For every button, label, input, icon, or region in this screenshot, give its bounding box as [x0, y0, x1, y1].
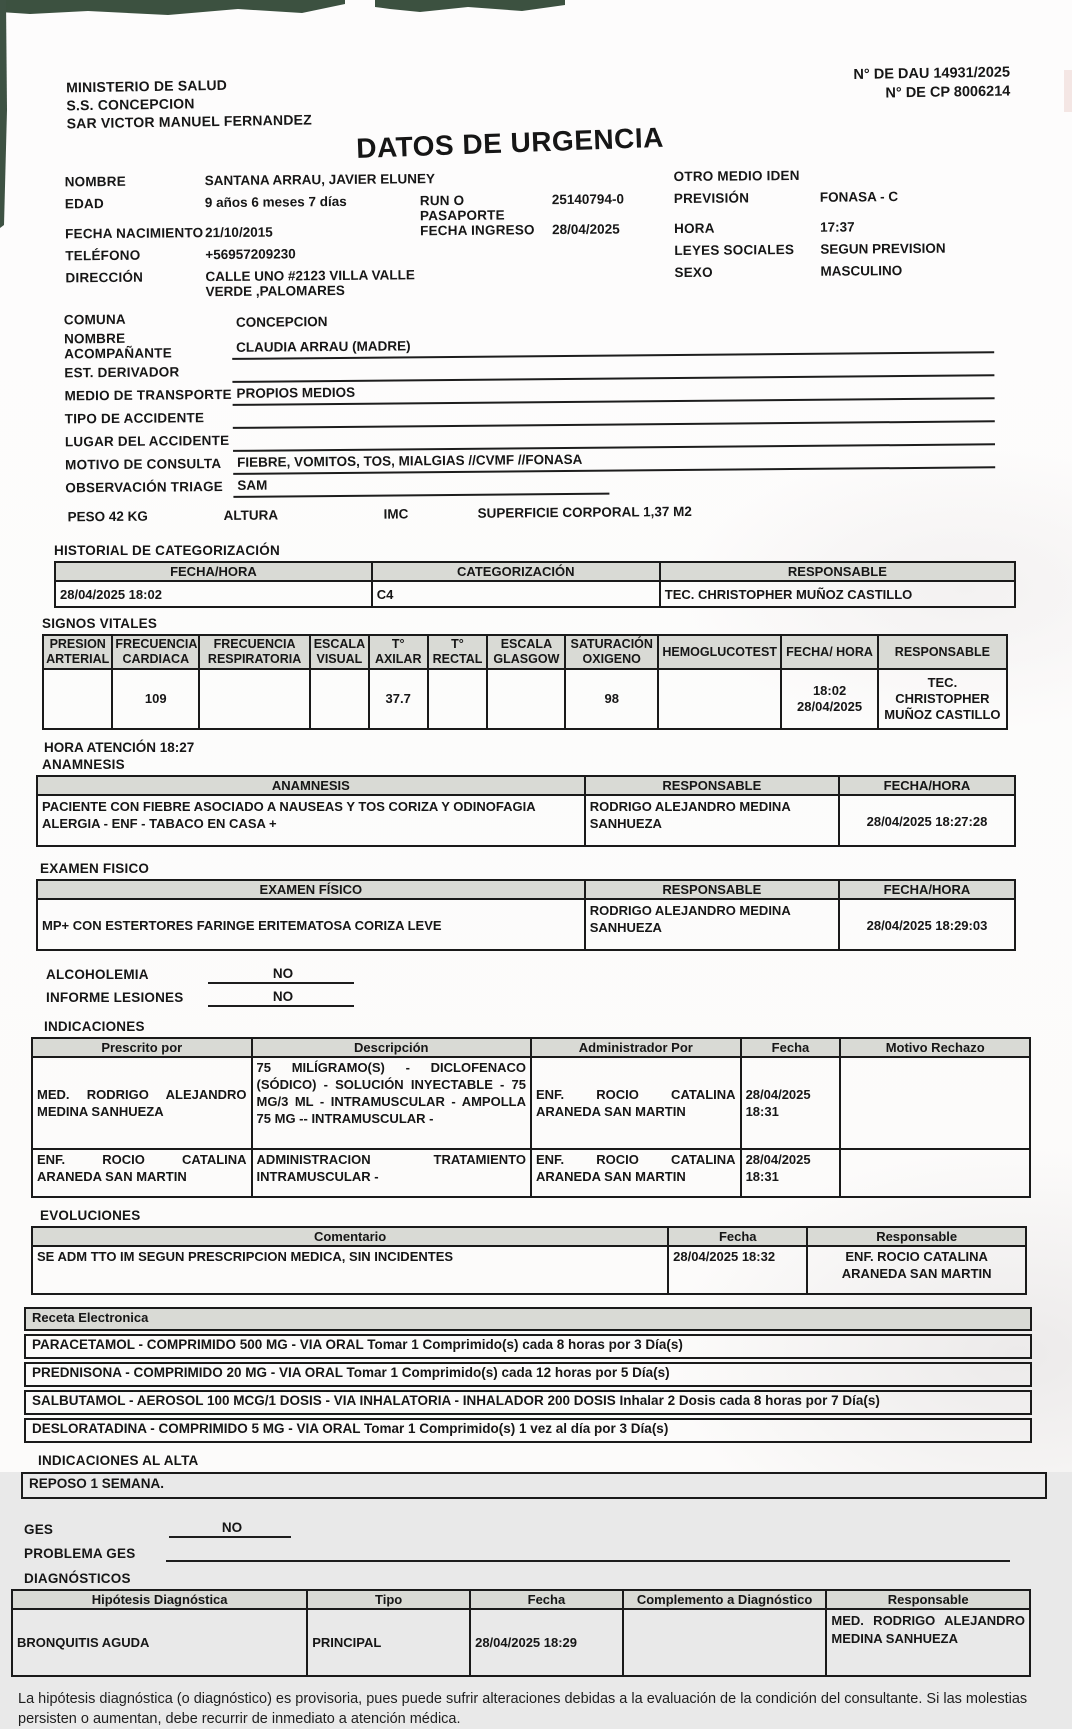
- vitals-t-rectal-value: [428, 669, 488, 729]
- evoluciones-table: [31, 1226, 1027, 1295]
- evoluciones-header-responsable: Responsable: [807, 1227, 1026, 1246]
- diagnosticos-section-title: DIAGNÓSTICOS: [24, 1571, 131, 1586]
- problema-ges-value: [166, 1544, 1010, 1562]
- disclaimer-text: La hipótesis diagnóstica (o diagnóstico) es provisoria, pues puede sufrir alteraciones debidas a la evaluación de la condición del consultante. Si las molestias persisten o aumentan, debe recurrir de inmediato a atención médica.: [18, 1691, 1028, 1727]
- alta-text-box: REPOSO 1 SEMANA.: [21, 1472, 1047, 1499]
- anamnesis-text-value: PACIENTE CON FIEBRE ASOCIADO A NAUSEAS Y TOS CORIZA Y ODINOFAGIA ALERGIA - ENF - TABACO EN CASA +: [37, 795, 585, 846]
- leyes-sociales-value: SEGUN PREVISION: [820, 240, 946, 257]
- vitals-header-escala-visual: ESCALA VISUAL: [310, 635, 369, 669]
- vitals-header-t-rectal: T° RECTAL: [428, 635, 488, 669]
- indicaciones-header-descripcion: Descripción: [252, 1038, 531, 1057]
- vitals-header-frec-cardiaca: FRECUENCIA CARDIACA: [112, 635, 199, 669]
- indicaciones-1-admin: ENF. ROCIO CATALINA ARANEDA SAN MARTIN: [531, 1057, 741, 1149]
- historial-categorizacion-value: C4: [372, 581, 660, 607]
- health-service-line: S.S. CONCEPCION: [66, 95, 195, 114]
- examen-fecha-value: 28/04/2025 18:29:03: [839, 899, 1015, 950]
- indicaciones-1-prescrito: MED. RODRIGO ALEJANDRO MEDINA SANHUEZA: [32, 1057, 252, 1149]
- anamnesis-table: [36, 775, 1016, 847]
- vitals-header-responsable: RESPONSABLE: [878, 635, 1007, 669]
- indicaciones-1-descripcion: 75 MILÍGRAMO(S) - DICLOFENACO (SÓDICO) - SOLUCIÓN INYECTABLE - 75 MG/3 ML - INTRAMUSCULAR - AMPOLLA 75 MG -- INTRAMUSCULAR -: [252, 1057, 531, 1149]
- examen-table: [36, 879, 1016, 951]
- vitals-hemoglucotest-value: [658, 669, 781, 729]
- anamnesis-responsable-value: RODRIGO ALEJANDRO MEDINA SANHUEZA: [585, 795, 839, 846]
- vitals-responsable-value: TEC. CHRISTOPHER MUÑOZ CASTILLO: [878, 669, 1007, 729]
- imc-label: IMC: [383, 506, 409, 522]
- row-alcoholemia: [46, 963, 1010, 986]
- motivo-consulta-label: MOTIVO DE CONSULTA: [65, 456, 222, 473]
- peso-value: PESO 42 KG: [67, 508, 148, 525]
- fecha-ingreso-value: 28/04/2025: [552, 221, 620, 238]
- vitals-header-frec-respiratoria: FRECUENCIA RESPIRATORIA: [199, 635, 310, 669]
- indicaciones-1-motivo: [840, 1057, 1030, 1149]
- medio-transporte-label: MEDIO DE TRANSPORTE: [64, 386, 232, 404]
- indicaciones-row-1: [32, 1057, 1030, 1149]
- vitals-header-t-axilar: T° AXILAR: [369, 635, 428, 669]
- hora-label: HORA: [674, 220, 715, 237]
- examen-header-responsable: RESPONSABLE: [585, 880, 839, 899]
- vitals-glasgow-value: [487, 669, 565, 729]
- comuna-value: CONCEPCION: [235, 314, 328, 330]
- document-header: [47, 0, 1011, 167]
- vitals-header-glasgow: ESCALA GLASGOW: [487, 635, 565, 669]
- direccion-label: DIRECCIÓN: [65, 269, 144, 286]
- vitals-header-row: [43, 635, 1007, 669]
- examen-section-title: EXAMEN FISICO: [40, 861, 150, 876]
- vitals-section-title: SIGNOS VITALES: [42, 616, 158, 631]
- receta-item-salbutamol: SALBUTAMOL - AEROSOL 100 MCG/1 DOSIS - VIA INHALATORIA - INHALADOR 200 DOSIS Inhalar 2 Dosis cada 8 horas por 7 Día(s): [24, 1390, 1032, 1415]
- telefono-value: +56957209230: [205, 246, 296, 263]
- historial-header-responsable: RESPONSABLE: [660, 562, 1015, 581]
- row-problema-ges: [24, 1541, 1010, 1565]
- direccion-value: CALLE UNO #2123 VILLA VALLE VERDE ,PALOMARES: [205, 267, 415, 300]
- indicaciones-header-motivo: Motivo Rechazo: [840, 1038, 1030, 1057]
- historial-fecha-value: 28/04/2025 18:02: [55, 581, 372, 607]
- diagnosticos-header-fecha: Fecha: [470, 1590, 623, 1609]
- indicaciones-section-title: INDICACIONES: [44, 1019, 145, 1034]
- prevision-value: FONASA - C: [819, 189, 899, 205]
- leyes-sociales-label: LEYES SOCIALES: [674, 242, 795, 259]
- indicaciones-2-prescrito: ENF. ROCIO CATALINA ARANEDA SAN MARTIN: [32, 1149, 252, 1197]
- examen-header-fecha: FECHA/HORA: [839, 880, 1015, 899]
- comuna-label: COMUNA: [63, 311, 126, 328]
- anamnesis-header-responsable: RESPONSABLE: [585, 776, 839, 795]
- indicaciones-2-descripcion: ADMINISTRACION TRATAMIENTO INTRAMUSCULAR -: [252, 1149, 531, 1197]
- historial-data-row: [55, 581, 1015, 607]
- vitals-header-saturacion: SATURACIÓN OXIGENO: [565, 635, 658, 669]
- receta-item-desloratadina: DESLORATADINA - COMPRIMIDO 5 MG - VIA ORAL Tomar 1 Comprimido(s) 1 vez al día por 3 Día(s): [24, 1418, 1032, 1443]
- receta-title-bar: Receta Electronica: [24, 1307, 1032, 1331]
- ges-label: GES: [24, 1521, 54, 1537]
- anamnesis-fecha-value: 28/04/2025 18:27:28: [839, 795, 1015, 846]
- observacion-triage-label: OBSERVACIÓN TRIAGE: [65, 479, 224, 496]
- evoluciones-header-comentario: Comentario: [32, 1227, 668, 1246]
- vitals-escala-visual-value: [310, 669, 369, 729]
- historial-header-fecha: FECHA/HORA: [55, 562, 372, 581]
- fecha-nacimiento-label: FECHA NACIMIENTO: [65, 225, 204, 242]
- vitals-header-fecha-hora: FECHA/ HORA: [781, 635, 877, 669]
- patient-identity-section: [65, 166, 1010, 300]
- indicaciones-2-fecha: 28/04/2025 18:31: [741, 1149, 841, 1197]
- receta-section: [24, 1307, 1032, 1443]
- vitals-header-hemoglucotest: HEMOGLUCOTEST: [658, 635, 781, 669]
- diagnosticos-header-hipotesis: Hipótesis Diagnóstica: [12, 1590, 307, 1609]
- document-numbers: [853, 64, 1010, 104]
- diagnostico-complemento-value: [623, 1609, 827, 1676]
- sexo-label: SEXO: [674, 264, 713, 281]
- visit-fields-section: [64, 300, 996, 499]
- diagnosticos-header-complemento: Complemento a Diagnóstico: [623, 1590, 827, 1609]
- diagnostico-tipo-value: PRINCIPAL: [307, 1609, 470, 1676]
- vitals-presion-value: [43, 669, 112, 729]
- examen-text-value: MP+ CON ESTERTORES FARINGE ERITEMATOSA CORIZA LEVE: [37, 899, 585, 950]
- anamnesis-section-title: ANAMNESIS: [42, 757, 125, 772]
- vitals-t-axilar-value: 37.7: [369, 669, 428, 729]
- historial-header-row: [55, 562, 1015, 581]
- examen-data-row: [37, 899, 1015, 950]
- agency-block: [66, 74, 312, 132]
- edad-value: 9 años 6 meses 7 días: [204, 193, 347, 211]
- labs-section: [46, 963, 1010, 1009]
- vitals-table: [42, 634, 1008, 730]
- anamnesis-header-row: [37, 776, 1015, 795]
- diagnosticos-data-row: [12, 1609, 1030, 1676]
- anamnesis-header-main: ANAMNESIS: [37, 776, 585, 795]
- diagnostico-hipotesis-value: BRONQUITIS AGUDA: [12, 1609, 307, 1676]
- hora-value: 17:37: [820, 219, 855, 235]
- vitals-data-row: [43, 669, 1007, 729]
- examen-header-row: [37, 880, 1015, 899]
- diagnostico-fecha-value: 28/04/2025 18:29: [470, 1609, 623, 1676]
- fecha-nacimiento-value: 21/10/2015: [205, 224, 273, 241]
- motivo-consulta-value: FIEBRE, VOMITOS, TOS, MIALGIAS //CVMF //FONASA: [233, 448, 995, 475]
- evoluciones-header-row: [32, 1227, 1026, 1246]
- vitals-frec-respiratoria-value: [199, 669, 310, 729]
- examen-responsable-value: RODRIGO ALEJANDRO MEDINA SANHUEZA: [585, 899, 839, 950]
- diagnostico-responsable-value: MED. RODRIGO ALEJANDRO MEDINA SANHUEZA: [826, 1609, 1030, 1676]
- indicaciones-header-admin: Administrador Por: [531, 1038, 741, 1057]
- historial-table: [54, 561, 1016, 608]
- superficie-corporal-value: SUPERFICIE CORPORAL 1,37 M2: [477, 503, 692, 521]
- indicaciones-header-row: [32, 1038, 1030, 1057]
- receta-item-paracetamol: PARACETAMOL - COMPRIMIDO 500 MG - VIA ORAL Tomar 1 Comprimido(s) cada 8 horas por 3 Día(s): [24, 1334, 1032, 1359]
- ges-value: NO: [169, 1520, 291, 1538]
- evoluciones-section-title: EVOLUCIONES: [40, 1208, 141, 1223]
- lugar-accidente-label: LUGAR DEL ACCIDENTE: [64, 432, 230, 450]
- evoluciones-fecha-value: 28/04/2025 18:32: [668, 1246, 807, 1294]
- alcoholemia-value: NO: [208, 966, 354, 984]
- prevision-label: PREVISIÓN: [673, 190, 750, 207]
- dau-number: N° DE DAU 14931/2025: [853, 64, 1011, 83]
- edad-label: EDAD: [64, 196, 104, 212]
- hora-atencion: HORA ATENCIÓN 18:27: [44, 740, 195, 755]
- row-informe-lesiones: [46, 986, 1010, 1009]
- acompanante-value: CLAUDIA ARRAU (MADRE): [232, 333, 994, 360]
- otro-medio-value: [820, 166, 1009, 168]
- otro-medio-label: OTRO MEDIO IDEN: [673, 167, 800, 185]
- telefono-label: TELÉFONO: [65, 247, 141, 264]
- historial-header-categorizacion: CATEGORIZACIÓN: [372, 562, 660, 581]
- indicaciones-row-2: [32, 1149, 1030, 1197]
- evoluciones-comentario-value: SE ADM TTO IM SEGUN PRESCRIPCION MEDICA, SIN INCIDENTES: [32, 1246, 668, 1294]
- indicaciones-2-motivo: [840, 1149, 1030, 1197]
- evoluciones-data-row: [32, 1246, 1026, 1294]
- diagnosticos-table: [11, 1589, 1031, 1677]
- est-derivador-label: EST. DERIVADOR: [64, 364, 180, 381]
- historial-section-title: HISTORIAL DE CATEGORIZACIÓN: [54, 543, 280, 558]
- diagnosticos-header-tipo: Tipo: [307, 1590, 470, 1609]
- receta-item-prednisona: PREDNISONA - COMPRIMIDO 20 MG - VIA ORAL Tomar 1 Comprimido(s) cada 12 horas por 5 Día(s): [24, 1362, 1032, 1387]
- indicaciones-2-admin: ENF. ROCIO CATALINA ARANEDA SAN MARTIN: [531, 1149, 741, 1197]
- evoluciones-header-fecha: Fecha: [668, 1227, 807, 1246]
- diagnosticos-header-responsable: Responsable: [826, 1590, 1030, 1609]
- fecha-ingreso-label: FECHA INGRESO: [420, 222, 535, 239]
- informe-lesiones-label: INFORME LESIONES: [46, 990, 184, 1005]
- anthropometry-row: [66, 501, 1012, 531]
- nombre-value: SANTANA ARRAU, JAVIER ELUNEY: [204, 171, 435, 189]
- vitals-header-presion: PRESION ARTERIAL: [43, 635, 112, 669]
- alcoholemia-label: ALCOHOLEMIA: [46, 967, 149, 982]
- run-label: RUN O PASAPORTE: [419, 192, 505, 224]
- tipo-accidente-label: TIPO DE ACCIDENTE: [64, 410, 205, 427]
- vitals-fecha-hora-value: 18:02 28/04/2025: [781, 669, 877, 729]
- altura-label: ALTURA: [223, 507, 279, 523]
- indicaciones-header-prescrito: Prescrito por: [32, 1038, 252, 1057]
- row-ges: [24, 1517, 1010, 1541]
- vitals-frec-cardiaca-value: 109: [112, 669, 199, 729]
- vitals-saturacion-value: 98: [565, 669, 658, 729]
- indicaciones-table: [31, 1037, 1031, 1198]
- observacion-triage-value: SAM: [233, 475, 609, 498]
- ministry-line: MINISTERIO DE SALUD: [65, 76, 228, 96]
- medio-transporte-value: PROPIOS MEDIOS: [232, 379, 994, 406]
- care-center-line: SAR VICTOR MANUEL FERNANDEZ: [66, 111, 313, 132]
- cp-number: N° DE CP 8006214: [885, 83, 1011, 102]
- nombre-label: NOMBRE: [64, 173, 126, 190]
- indicaciones-header-fecha: Fecha: [741, 1038, 841, 1057]
- ges-section: [24, 1517, 1010, 1565]
- examen-header-main: EXAMEN FÍSICO: [37, 880, 585, 899]
- informe-lesiones-value: NO: [208, 989, 354, 1007]
- page-title: DATOS DE URGENCIA: [355, 121, 665, 165]
- alta-section-title: INDICACIONES AL ALTA: [38, 1453, 199, 1468]
- anamnesis-data-row: [37, 795, 1015, 846]
- evoluciones-responsable-value: ENF. ROCIO CATALINA ARANEDA SAN MARTIN: [807, 1246, 1026, 1294]
- problema-ges-label: PROBLEMA GES: [24, 1545, 136, 1561]
- diagnosticos-header-row: [12, 1590, 1030, 1609]
- acompanante-label: NOMBRE ACOMPAÑANTE: [63, 330, 172, 362]
- anamnesis-header-fecha: FECHA/HORA: [839, 776, 1015, 795]
- indicaciones-1-fecha: 28/04/2025 18:31: [741, 1057, 841, 1149]
- sexo-value: MASCULINO: [820, 263, 903, 279]
- run-value: 25140794-0: [551, 191, 624, 208]
- historial-responsable-value: TEC. CHRISTOPHER MUÑOZ CASTILLO: [660, 581, 1015, 607]
